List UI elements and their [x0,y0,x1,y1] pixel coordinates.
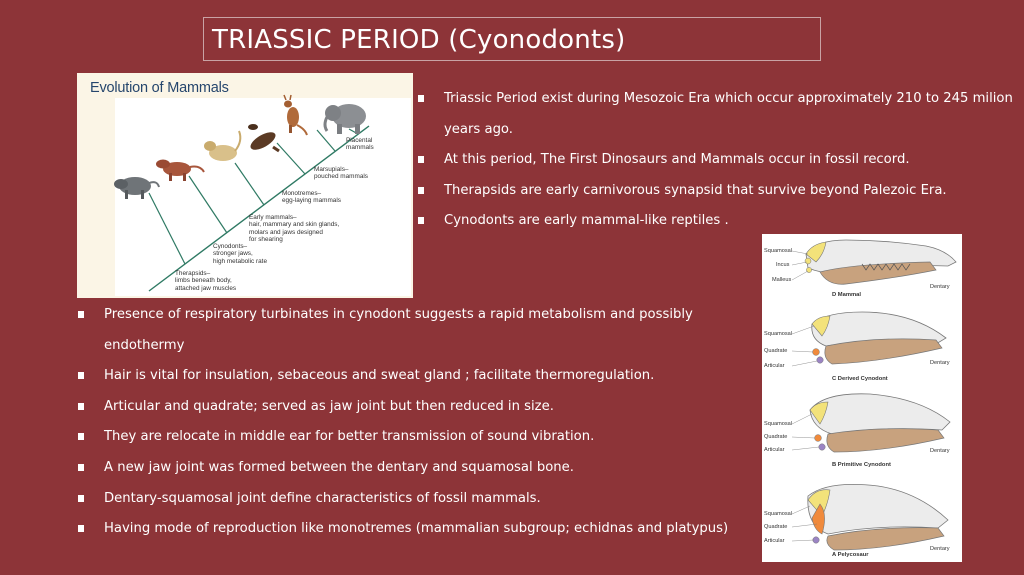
bullet-icon [418,217,424,224]
slide-title: TRIASSIC PERIOD (Cyonodonts) [212,25,626,55]
tree-trunk [149,126,369,291]
label-therapsids: Therapsids– limbs beneath body, attached jaw muscles [175,270,237,292]
bullet-icon [78,311,84,318]
branch-early-mammals [235,163,264,205]
branch-marsupials [317,130,335,151]
list-item: Having mode of reproduction like monotremes (mammalian subgroup; echidnas and platypus) [78,514,758,545]
list-item: Dentary-squamosal joint define characteristics of fossil mammals. [78,484,758,515]
skull-label: Dentary [930,448,950,454]
cynodont-animal-icon [156,160,204,182]
list-item: Presence of respiratory turbinates in cynodont suggests a rapid metabolism and possibly endothermy [78,300,758,361]
skull-caption: C Derived Cynodont [832,376,888,382]
list-item: Cynodonts are early mammal-like reptiles . [418,206,1018,237]
list-item: Triassic Period exist during Mesozoic Era which occur approximately 210 to 245 milion years ago. [418,84,1018,145]
list-item: They are relocate in middle ear for better transmission of sound vibration. [78,422,758,453]
list-item: A new jaw joint was formed between the dentary and squamosal bone. [78,453,758,484]
bullet-icon [78,433,84,440]
skull-label: Dentary [930,360,950,366]
skull-label: Squamosal [764,248,792,254]
skull-label: Quadrate [764,434,788,440]
bottom-bullet-list [78,300,758,545]
skull-label: Malleus [772,277,792,283]
bullet-icon [78,525,84,532]
skull-comparison-figure [762,234,962,562]
skull-label: Quadrate [764,524,788,530]
skull-label: Quadrate [764,348,788,354]
branch-cynodonts [189,176,227,233]
skull-label: Articular [764,363,785,369]
skull-label: Articular [764,538,785,544]
bullet-icon [78,464,84,471]
list-item: Therapsids are early carnivorous synapsid that survive beyond Palezoic Era. [418,176,1018,207]
placental-animal-icon [325,104,366,134]
pelycosaur-skull-drawing [792,484,948,550]
bullet-icon [78,495,84,502]
primitive-cynodont-skull-drawing [792,394,950,452]
skull-label: Squamosal [764,421,792,427]
monotreme-animal-icon [248,124,279,153]
skull-label: Dentary [930,284,950,290]
list-item: At this period, The First Dinosaurs and Mammals occur in fossil record. [418,145,1018,176]
skull-caption: A Pelycosaur [832,552,869,558]
bullet-icon [78,403,84,410]
bullet-icon [78,372,84,379]
label-early-mammals: Early mammals– hair, mammary and skin glands, molars and jaws designed for shearing [249,214,340,243]
therapsid-animal-icon [114,177,159,199]
branch-therapsids [149,193,185,264]
label-monotremes: Monotremes– egg-laying mammals [282,190,341,205]
skull-caption: B Primitive Cynodont [832,462,891,468]
skull-label: Squamosal [764,331,792,337]
skull-caption: D Mammal [832,292,861,298]
skull-label: Squamosal [764,511,792,517]
mammal-skull-drawing [792,240,956,284]
title-box [203,17,821,61]
bullet-icon [418,95,424,102]
bullet-icon [418,156,424,163]
bullet-icon [418,187,424,194]
early-mammal-animal-icon [204,131,240,161]
derived-cynodont-skull-drawing [792,312,946,366]
branch-monotremes [277,143,305,174]
list-item: Articular and quadrate; served as jaw joint but then reduced in size. [78,392,758,423]
marsupial-animal-icon [284,95,307,135]
label-cynodonts: Cynodonts– stronger jaws, high metabolic rate [213,243,267,265]
skull-label: Articular [764,447,785,453]
top-bullet-list [418,84,1018,237]
label-placental: Placental mammals [346,137,374,152]
skull-label: Dentary [930,546,950,552]
evolution-of-mammals-figure [77,73,413,298]
skull-label: Incus [776,262,790,268]
list-item: Hair is vital for insulation, sebaceous and sweat gland ; facilitate thermoregulation. [78,361,758,392]
label-marsupials: Marsupials– pouched mammals [314,166,368,181]
evolution-figure-heading: Evolution of Mammals [90,80,229,96]
